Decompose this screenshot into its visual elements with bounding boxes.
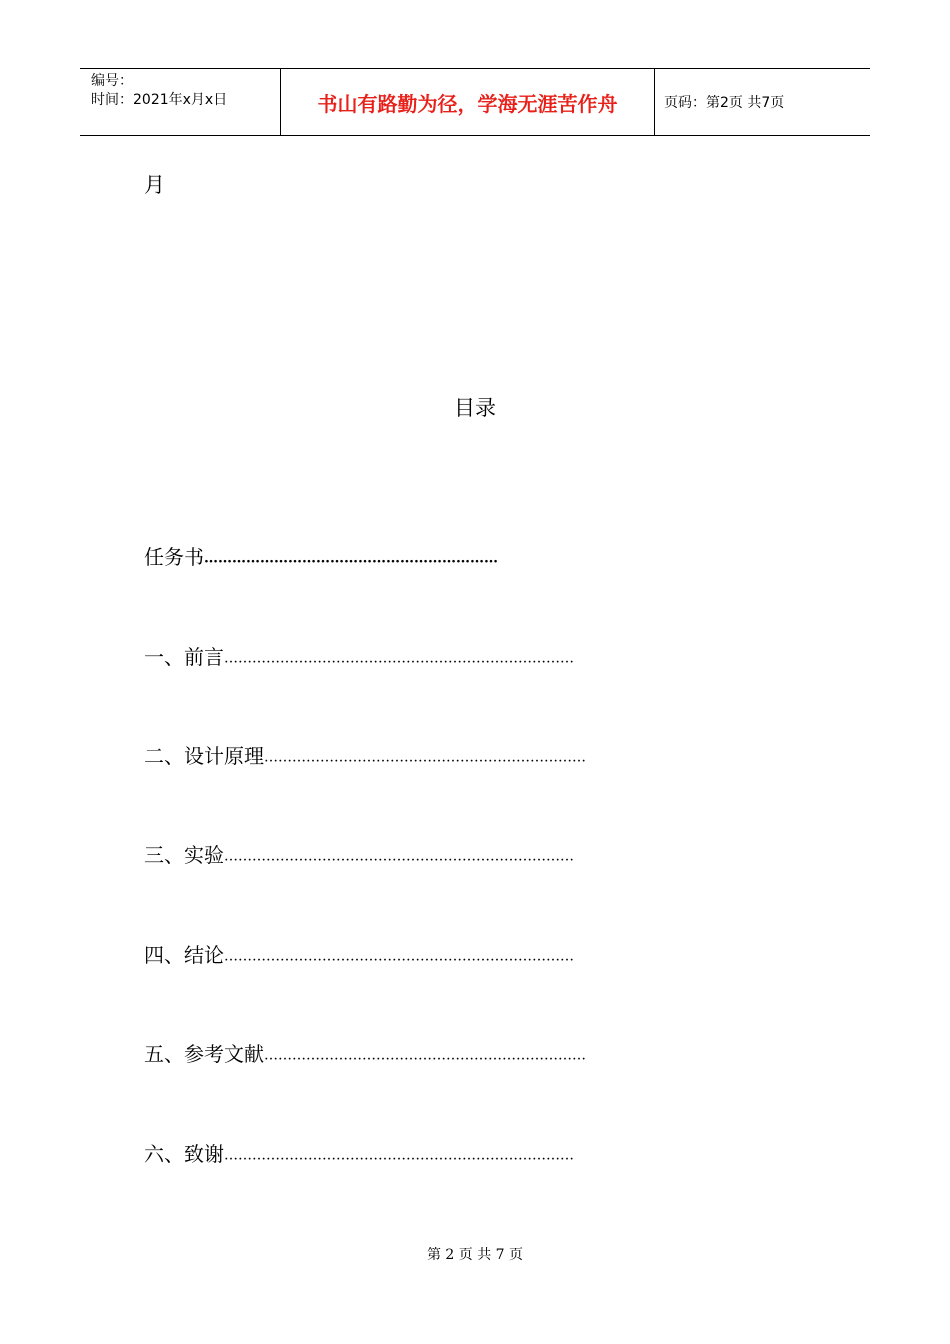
- header-motto: 书山有路勤为径，学海无涯苦作舟: [317, 91, 618, 116]
- toc-entry-leader: ……………………………………………………………: [264, 1047, 586, 1064]
- toc-entry-leader: …………………………………………………………………: [224, 948, 574, 965]
- header-motto-cell: [281, 69, 655, 135]
- toc-entry-preface[interactable]: [144, 642, 574, 674]
- toc-entry-label: 四、结论: [144, 943, 224, 967]
- header-meta-cell: [80, 69, 281, 135]
- toc-title: 目录: [454, 396, 496, 420]
- toc-entry-label: 六、致谢: [144, 1142, 224, 1166]
- toc-entry-task-book[interactable]: [144, 542, 498, 574]
- toc-entry-label: 三、实验: [144, 843, 224, 867]
- toc-entry-acknowledgements[interactable]: [144, 1139, 574, 1171]
- toc-entry-leader: ………………………………………………………: [204, 550, 498, 567]
- date-label: 时间：2021年x月x日: [91, 92, 228, 108]
- header-page-info: 页码：第2页 共7页: [664, 95, 785, 111]
- page-header: [80, 68, 870, 136]
- previous-page-fragment: 月: [144, 173, 165, 197]
- toc-entry-conclusion[interactable]: [144, 940, 574, 972]
- toc-entry-experiment[interactable]: [144, 840, 574, 872]
- toc-entry-leader: ……………………………………………………………: [264, 749, 586, 766]
- toc-entry-label: 一、前言: [144, 645, 224, 669]
- serial-number-label: 编号：: [91, 73, 133, 89]
- toc-entry-label: 任务书: [144, 545, 204, 569]
- page-footer: [0, 1244, 950, 1266]
- toc-entry-leader: …………………………………………………………………: [224, 848, 574, 865]
- toc-entry-leader: …………………………………………………………………: [224, 1147, 574, 1164]
- toc-entry-leader: …………………………………………………………………: [224, 650, 574, 667]
- toc-entry-design-principle[interactable]: [144, 741, 586, 773]
- footer-page-number: 第 2 页 共 7 页: [426, 1247, 524, 1263]
- toc-entry-references[interactable]: [144, 1039, 586, 1071]
- toc-entry-label: 二、设计原理: [144, 744, 264, 768]
- header-page-cell: [655, 69, 870, 135]
- toc-entry-label: 五、参考文献: [144, 1042, 264, 1066]
